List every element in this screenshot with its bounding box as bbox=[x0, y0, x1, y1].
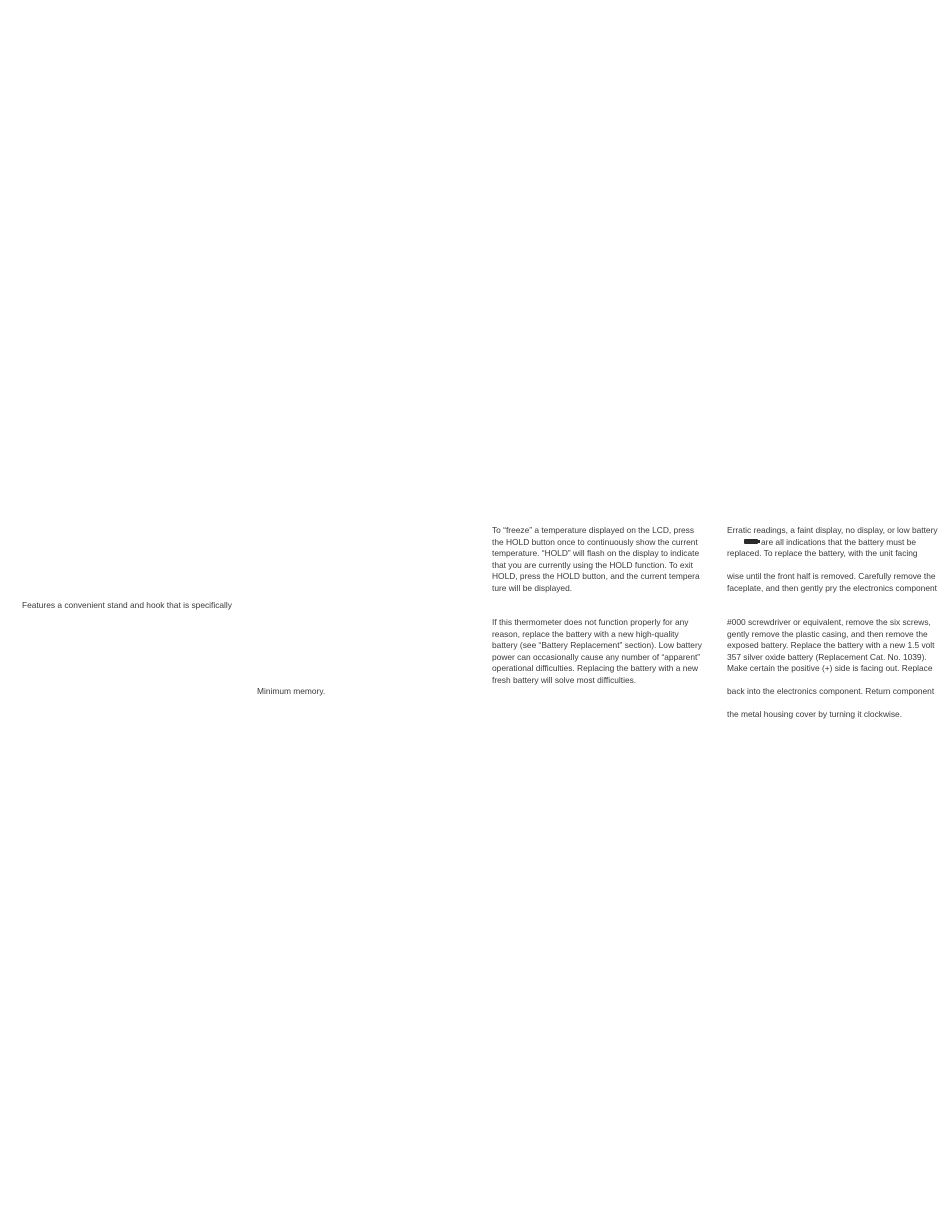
paragraph-line: operational difficulties. Replacing the battery with a new bbox=[492, 663, 699, 674]
paragraph-line: ture will be displayed. bbox=[492, 582, 573, 593]
housing-cover-text: the metal housing cover by turning it clockwise. bbox=[727, 709, 903, 719]
paragraph-line: To “freeze” a temperature displayed on the LCD, press bbox=[492, 525, 695, 535]
front-half-paragraph bbox=[727, 571, 937, 594]
screw-removal-paragraph bbox=[727, 617, 934, 675]
paragraph-line: the HOLD button once to continuously show the current bbox=[492, 536, 698, 547]
paragraph-line bbox=[727, 537, 938, 549]
paragraph-line: #000 screwdriver or equivalent, remove the six screws, bbox=[727, 617, 931, 627]
paragraph-line: exposed battery. Replace the battery with a new 1.5 volt bbox=[727, 640, 935, 651]
paragraph-line: If this thermometer does not function properly for any bbox=[492, 617, 689, 627]
paragraph-line: replaced. To replace the battery, with the unit facing bbox=[727, 548, 918, 559]
return-component-text: back into the electronics component. Return component bbox=[727, 686, 935, 696]
paragraph-line: power can occasionally cause any number of “apparent” bbox=[492, 651, 701, 662]
paragraph-line: Make certain the positive (+) side is facing out. Replace bbox=[727, 663, 933, 674]
battery-indication-paragraph bbox=[727, 525, 938, 560]
hold-function-paragraph bbox=[492, 525, 700, 595]
paragraph-line: gently remove the plastic casing, and then remove the bbox=[727, 628, 928, 639]
low-battery-icon bbox=[744, 539, 758, 544]
paragraph-line: fresh battery will solve most difficulties. bbox=[492, 674, 637, 685]
paragraph-line: that you are currently using the HOLD function. To exit bbox=[492, 559, 693, 570]
paragraph-line: Erratic readings, a faint display, no display, or low battery bbox=[727, 525, 938, 535]
minimum-memory-text: Minimum memory. bbox=[257, 686, 326, 696]
paragraph-line: temperature. “HOLD” will flash on the display to indicate bbox=[492, 548, 700, 559]
paragraph-line: HOLD, press the HOLD button, and the current tempera bbox=[492, 571, 700, 582]
paragraph-line: battery (see “Battery Replacement” section). Low battery bbox=[492, 640, 702, 651]
paragraph-line: 357 silver oxide battery (Replacement Cat. No. 1039). bbox=[727, 651, 927, 662]
battery-line-text: are all indications that the battery must be bbox=[761, 536, 917, 547]
paragraph-line: reason, replace the battery with a new high-quality bbox=[492, 628, 679, 639]
stand-feature-text: Features a convenient stand and hook that is specifically bbox=[22, 600, 232, 610]
paragraph-line: wise until the front half is removed. Carefully remove the bbox=[727, 571, 936, 581]
troubleshooting-paragraph bbox=[492, 617, 702, 687]
paragraph-line: faceplate, and then gently pry the electronics component bbox=[727, 582, 937, 593]
